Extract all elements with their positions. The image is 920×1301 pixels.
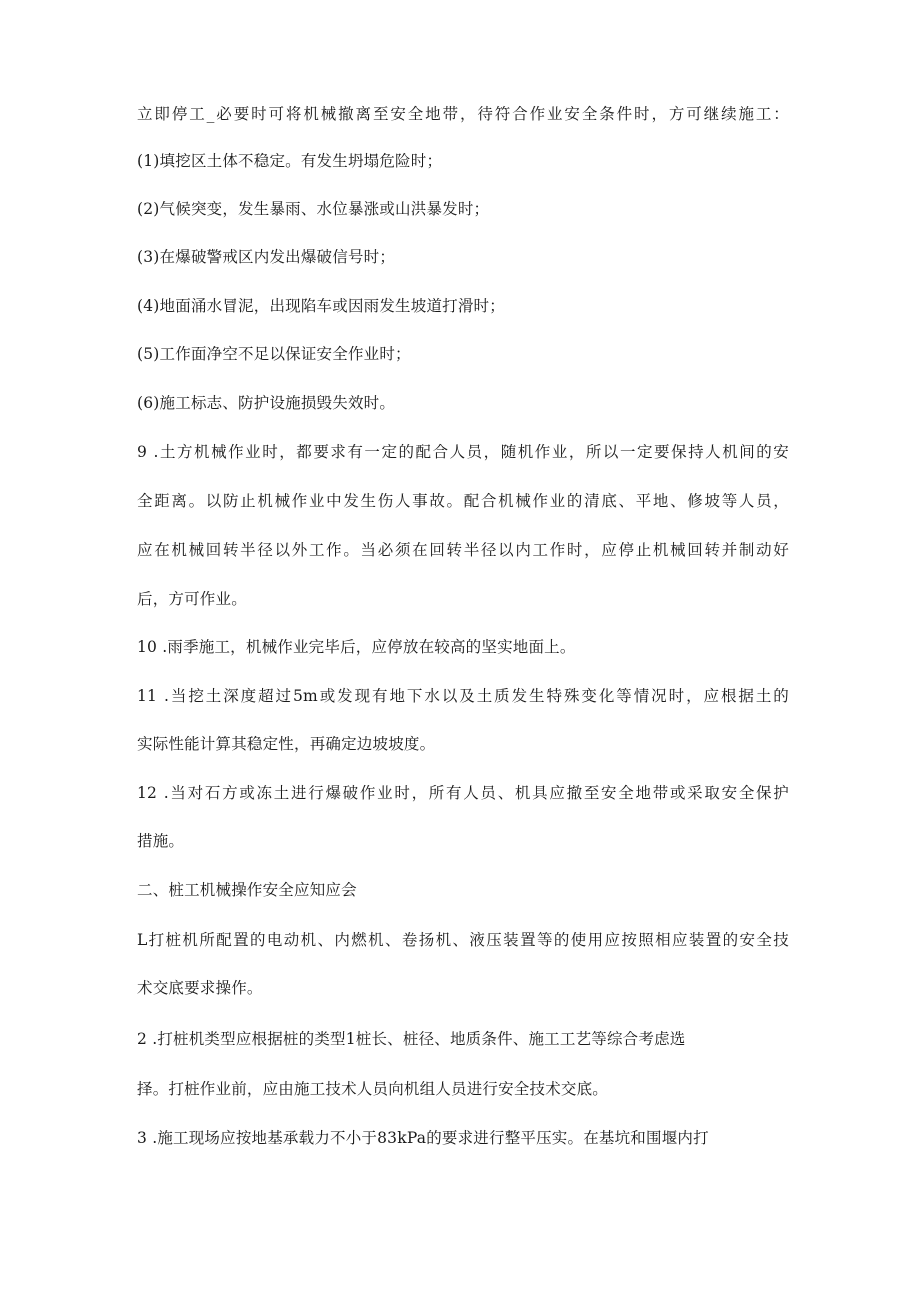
list-item: (1)填挖区土体不稳定。有发生坍塌危险时； <box>137 152 443 170</box>
paragraph-line: 措施。 <box>137 832 185 850</box>
paragraph-line: 择。打桩作业前，应由施工技术人员向机组人员进行安全技术交底。 <box>137 1080 609 1098</box>
list-item: (6)施工标志、防护设施损毁失效时。 <box>137 394 396 412</box>
list-item: (4)地面涌水冒泥，出现陷车或因雨发生坡道打滑时； <box>137 297 505 315</box>
paragraph-line: 立即停工_必要时可将机械撤离至安全地带，待符合作业安全条件时，方可继续施工： <box>137 105 789 123</box>
list-item: (3)在爆破警戒区内发出爆破信号时； <box>137 248 396 266</box>
paragraph-line: 应在机械回转半径以外工作。当必须在回转半径以内工作时，应停止机械回转并制动好 <box>137 541 789 559</box>
section-heading: 二、桩工机械操作安全应知应会 <box>137 881 357 899</box>
paragraph-line: 全距离。以防止机械作业中发生伤人事故。配合机械作业的清底、平地、修坡等人员， <box>137 492 789 510</box>
list-item: (2)气候突变，发生暴雨、水位暴涨或山洪暴发时； <box>137 200 490 218</box>
paragraph-line: 9 .土方机械作业时，都要求有一定的配合人员，随机作业，所以一定要保持人机间的安 <box>137 443 789 461</box>
paragraph-line: 11 .当挖土深度超过5m或发现有地下水以及土质发生特殊变化等情况时，应根据土的 <box>137 687 789 705</box>
paragraph-line: 12 .当对石方或冻土进行爆破作业时，所有人员、机具应撤至安全地带或采取安全保护 <box>137 784 789 802</box>
paragraph-line: 术交底要求操作。 <box>137 979 263 997</box>
list-item: (5)工作面净空不足以保证安全作业时； <box>137 345 411 363</box>
paragraph-line: 实际性能计算其稳定性，再确定边坡坡度。 <box>137 735 436 753</box>
paragraph-line: 10 .雨季施工，机械作业完毕后，应停放在较高的坚实地面上。 <box>137 638 576 656</box>
paragraph-line: 3 .施工现场应按地基承载力不小于83kPa的要求进行整平压实。在基坑和围堰内打 <box>137 1129 709 1147</box>
paragraph-line: L打桩机所配置的电动机、内燃机、卷扬机、液压装置等的使用应按照相应装置的安全技 <box>137 931 789 949</box>
paragraph-line: 后，方可作业。 <box>137 590 247 608</box>
paragraph-line: 2 .打桩机类型应根据桩的类型1桩长、桩径、地质条件、施工工艺等综合考虑选 <box>137 1030 686 1048</box>
